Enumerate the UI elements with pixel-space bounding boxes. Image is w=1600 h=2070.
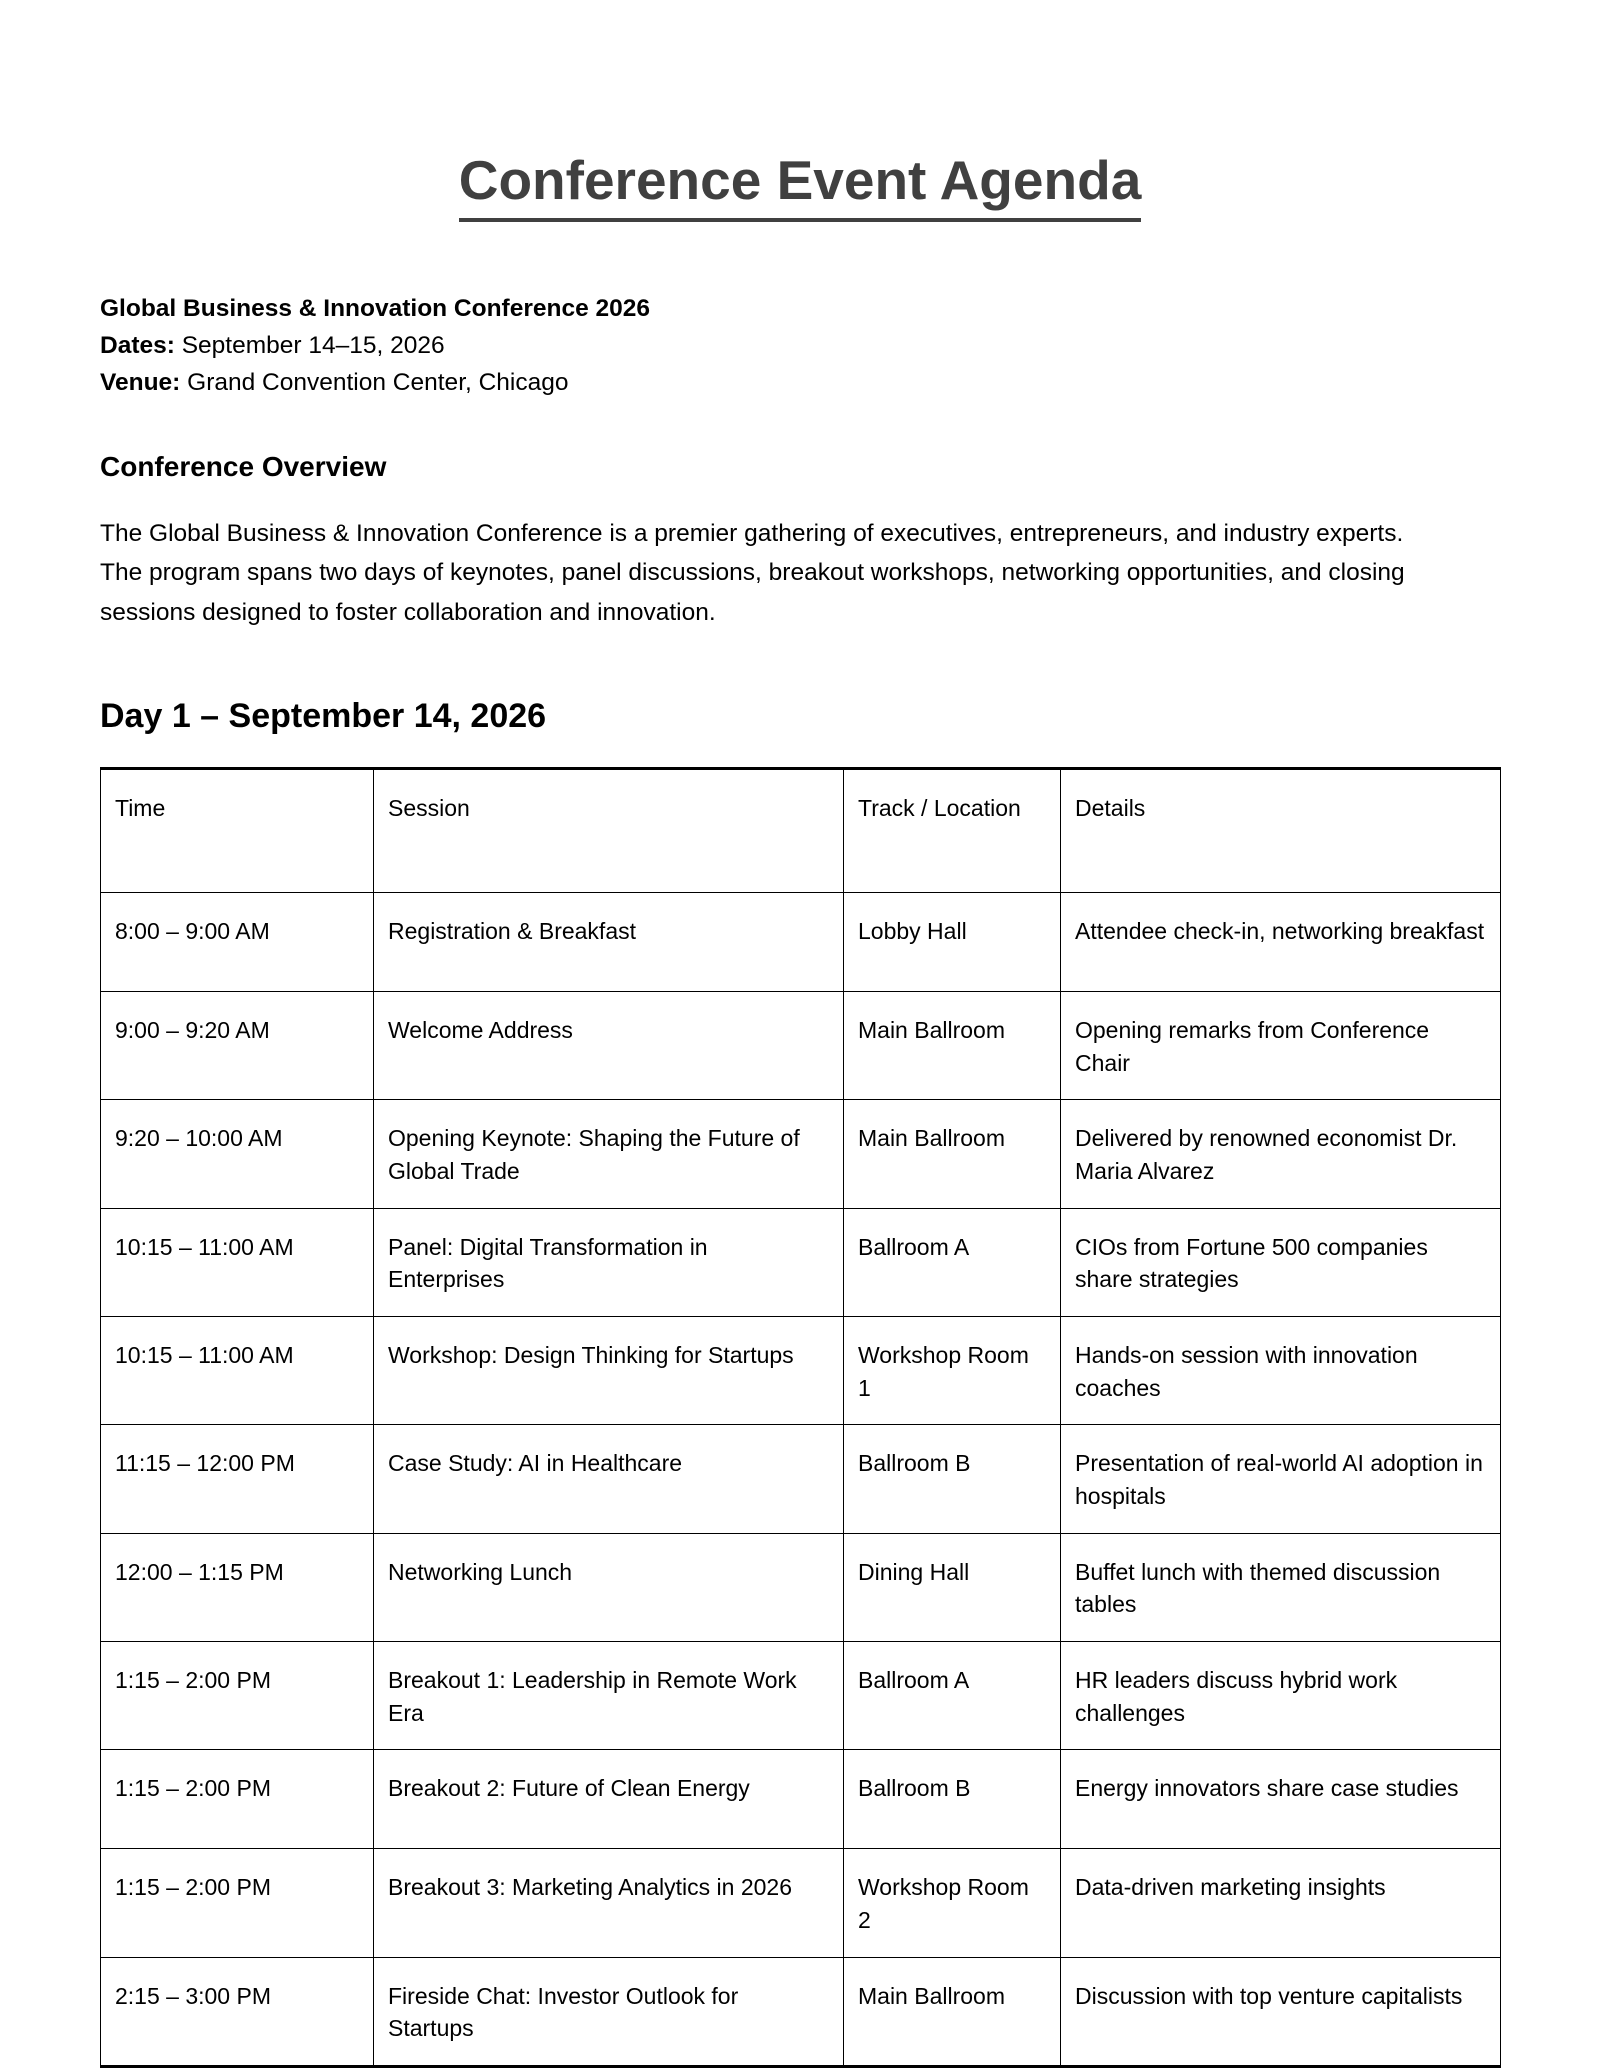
cell-details: Discussion with top venture capitalists	[1061, 1957, 1501, 2066]
cell-details: Attendee check-in, networking breakfast	[1061, 893, 1501, 992]
dates-value: September 14–15, 2026	[181, 331, 445, 359]
table-row	[101, 1750, 1501, 1849]
table-body	[101, 893, 1501, 2067]
cell-track: Workshop Room 2	[844, 1849, 1061, 1957]
cell-session: Breakout 3: Marketing Analytics in 2026	[374, 1849, 844, 1957]
cell-session: Panel: Digital Transformation in Enterprises	[374, 1208, 844, 1316]
cell-track: Dining Hall	[844, 1533, 1061, 1641]
cell-session: Welcome Address	[374, 992, 844, 1100]
cell-time: 10:15 – 11:00 AM	[101, 1317, 374, 1425]
venue-value: Grand Convention Center, Chicago	[187, 368, 569, 396]
table-row	[101, 893, 1501, 992]
page-title	[100, 0, 1500, 222]
cell-track: Ballroom B	[844, 1425, 1061, 1533]
table-row	[101, 1642, 1501, 1750]
conference-venue-line	[100, 364, 1500, 401]
conference-meta-block	[100, 290, 1500, 402]
cell-time: 11:15 – 12:00 PM	[101, 1425, 374, 1533]
cell-time: 8:00 – 9:00 AM	[101, 893, 374, 992]
table-row	[101, 992, 1501, 1100]
cell-details: Presentation of real-world AI adoption in hospitals	[1061, 1425, 1501, 1533]
column-header-track: Track / Location	[844, 769, 1061, 893]
cell-details: CIOs from Fortune 500 companies share strategies	[1061, 1208, 1501, 1316]
overview-paragraph: The Global Business & Innovation Conference is a premier gathering of executives, entrepreneurs, and industry experts. The program spans two days of keynotes, panel discussions, breakout workshops, networking opportunities, and closing sessions designed to foster collaboration and innovation.	[100, 519, 1405, 626]
column-header-session: Session	[374, 769, 844, 893]
cell-details: Delivered by renowned economist Dr. Maria Alvarez	[1061, 1100, 1501, 1208]
cell-time: 10:15 – 11:00 AM	[101, 1208, 374, 1316]
cell-track: Ballroom B	[844, 1750, 1061, 1849]
cell-details: Energy innovators share case studies	[1061, 1750, 1501, 1849]
column-header-details: Details	[1061, 769, 1501, 893]
cell-session: Breakout 1: Leadership in Remote Work Era	[374, 1642, 844, 1750]
cell-time: 9:00 – 9:20 AM	[101, 992, 374, 1100]
cell-details: HR leaders discuss hybrid work challenges	[1061, 1642, 1501, 1750]
table-row	[101, 1533, 1501, 1641]
cell-track: Main Ballroom	[844, 1100, 1061, 1208]
cell-details: Data-driven marketing insights	[1061, 1849, 1501, 1957]
cell-track: Ballroom A	[844, 1642, 1061, 1750]
cell-session: Opening Keynote: Shaping the Future of Global Trade	[374, 1100, 844, 1208]
table-row	[101, 1100, 1501, 1208]
conference-name: Global Business & Innovation Conference 2026	[100, 294, 651, 322]
conference-name-line	[100, 290, 1500, 327]
cell-details: Buffet lunch with themed discussion tables	[1061, 1533, 1501, 1641]
cell-details: Hands-on session with innovation coaches	[1061, 1317, 1501, 1425]
table-row	[101, 1957, 1501, 2066]
dates-label: Dates:	[100, 331, 175, 359]
table-row	[101, 1849, 1501, 1957]
cell-session: Networking Lunch	[374, 1533, 844, 1641]
cell-time: 1:15 – 2:00 PM	[101, 1750, 374, 1849]
page-title-text: Conference Event Agenda	[459, 150, 1142, 222]
cell-time: 1:15 – 2:00 PM	[101, 1642, 374, 1750]
conference-dates-line	[100, 327, 1500, 364]
cell-time: 9:20 – 10:00 AM	[101, 1100, 374, 1208]
cell-track: Ballroom A	[844, 1208, 1061, 1316]
venue-label: Venue:	[100, 368, 181, 396]
day1-agenda-table	[100, 767, 1501, 2068]
cell-time: 12:00 – 1:15 PM	[101, 1533, 374, 1641]
overview-heading: Conference Overview	[100, 451, 387, 483]
table-row	[101, 1317, 1501, 1425]
cell-details: Opening remarks from Conference Chair	[1061, 992, 1501, 1100]
table-row	[101, 1208, 1501, 1316]
table-header	[101, 769, 1501, 893]
cell-track: Main Ballroom	[844, 992, 1061, 1100]
cell-session: Breakout 2: Future of Clean Energy	[374, 1750, 844, 1849]
cell-session: Fireside Chat: Investor Outlook for Startups	[374, 1957, 844, 2066]
cell-time: 2:15 – 3:00 PM	[101, 1957, 374, 2066]
day1-heading: Day 1 – September 14, 2026	[100, 696, 547, 735]
cell-track: Lobby Hall	[844, 893, 1061, 992]
table-header-row	[101, 769, 1501, 893]
table-row	[101, 1425, 1501, 1533]
cell-session: Case Study: AI in Healthcare	[374, 1425, 844, 1533]
cell-session: Workshop: Design Thinking for Startups	[374, 1317, 844, 1425]
column-header-time: Time	[101, 769, 374, 893]
cell-time: 1:15 – 2:00 PM	[101, 1849, 374, 1957]
cell-track: Workshop Room 1	[844, 1317, 1061, 1425]
cell-session: Registration & Breakfast	[374, 893, 844, 992]
cell-track: Main Ballroom	[844, 1957, 1061, 2066]
